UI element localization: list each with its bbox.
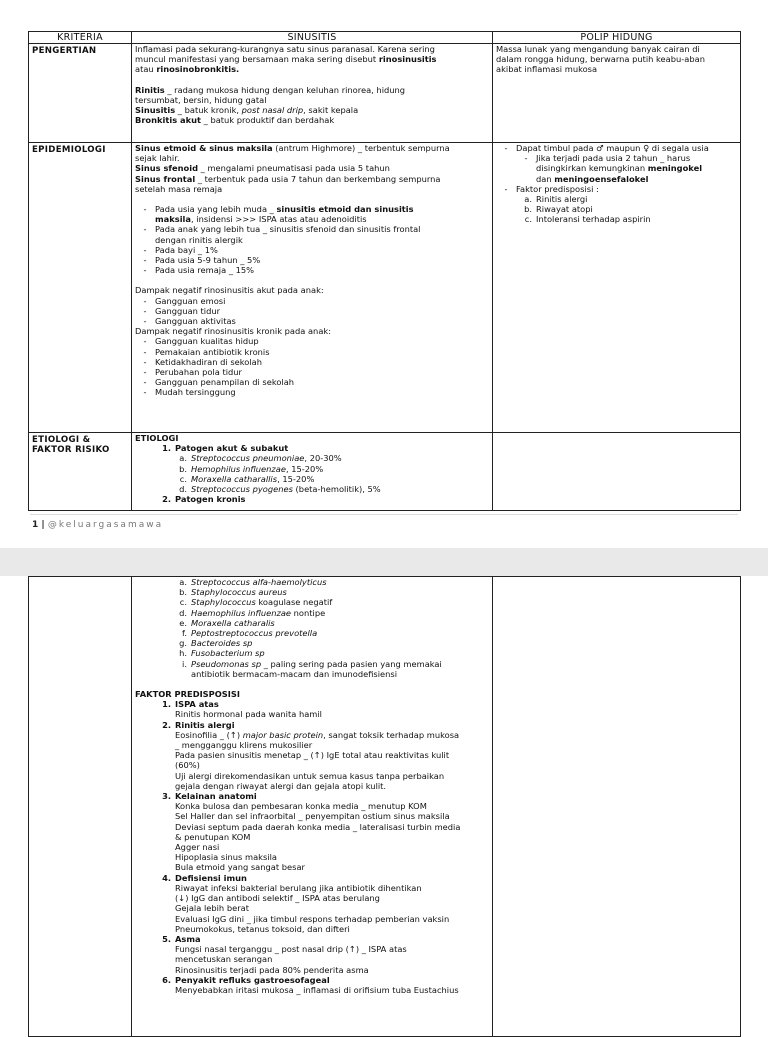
text: dan (536, 173, 555, 184)
text: Faktor predisposisi : (516, 183, 599, 194)
text: Bacteroides sp (191, 638, 253, 649)
cell-label-continued (29, 577, 132, 1037)
text: (↓) IgG dan antibodi selektif _ ISPA atas berulang (175, 893, 380, 904)
text-line (135, 64, 489, 74)
footer-divider (30, 514, 738, 515)
list-item: f. Peptostreptococcus prevotella (182, 628, 318, 639)
list-item: 2. Patogen kronis (162, 494, 246, 505)
text: Intoleransi terhadap aspirin (536, 214, 651, 225)
text-line: Dampak negatif rinosinusitis kronik pada anak: (135, 326, 332, 337)
text: Gangguan penampilan di sekolah (155, 377, 295, 388)
list-item: 5. Asma Fungsi nasal terganggu _ post nasal drip (↑) _ ISPA atas mencetuskan serangan Rinosinusitis terjadi pada 80% penderita asma (162, 933, 407, 975)
text: _ (164, 84, 175, 95)
text: Rinitis alergi (536, 194, 588, 205)
list-item: - Gangguan penampilan di sekolah (143, 377, 295, 388)
label-etiologi (29, 433, 132, 511)
list-item: d. Streptococcus pyogenes (beta-hemolitik), 5% (179, 484, 381, 495)
text: Ketidakhadiran di sekolah (155, 356, 263, 367)
header-kriteria: KRITERIA (29, 32, 132, 44)
text: Pada bayi _ 1% (155, 244, 218, 255)
row-etiologi-continued (29, 577, 741, 1037)
list-item: 4. Defisiensi imun Riwayat infeksi bakterial berulang jika antibiotik dihentikan (↓) IgG dan antibodi selektif _ ISPA atas berulang Gejala lebih berat Evaluasi IgG dini _ jika timbul respons terhadap pemberian vaksin Pneumokokus, tetanus toksoid, dan difteri (162, 872, 450, 934)
text: Sel Haller dan sel infraorbital _ penyempitan ostium sinus maksila (175, 811, 450, 822)
list-item: - Pada usia yang lebih muda _ sinusitis etmoid dan sinusitis maksila, insidensi >>> ISPA atas atau adenoiditis (143, 204, 414, 225)
text-line: FAKTOR RISIKO (32, 445, 110, 456)
list-item: - Gangguan aktivitas (143, 316, 236, 327)
list-item: 2. Rinitis alergi Eosinofilia _ (↑) major basic protein, sangat toksik terhadap mukosa _ mengganggu klirens mukosilier Pada pasien sinusitis menetap _ (↑) IgE total atau reaktivitas kulit (60%) Uji alergi direkomendasikan untuk semua kasus tanpa perbaikan gejala dengan riwayat alergi dan gejala atopi kulit. (162, 719, 460, 791)
list-item: - Pada usia remaja _ 15% (143, 265, 255, 276)
list-item: 1. ISPA atas Rinitis hormonal pada wanita hamil (162, 699, 322, 720)
text: Riwayat atopi (536, 204, 593, 215)
text-line: akibat inflamasi mukosa (496, 64, 598, 75)
text: Staphylococcus (191, 597, 256, 608)
text: (antrum Highmore) _ terbentuk sempurna (272, 143, 450, 153)
cell-pengertian-polip (493, 44, 741, 143)
label-pengertian: PENGERTIAN (29, 44, 132, 143)
text: koagulase negatif (255, 597, 333, 608)
text: Peptostreptococcus prevotella (191, 628, 318, 639)
text: Staphylococcus aureus (191, 587, 287, 598)
term: rinosinobronkitis. (156, 64, 240, 75)
text: gejala dengan riwayat alergi dan gejala atopi kulit. (175, 780, 387, 791)
text: Pada usia 5-9 tahun _ 5% (155, 255, 261, 266)
section-title: ETIOLOGI (135, 433, 179, 443)
text: (60%) (175, 760, 200, 771)
list-item: - Pemakaian antibiotik kronis (143, 346, 270, 357)
list-item: - Gangguan kualitas hidup (143, 336, 259, 347)
text: disingkirkan kemungkinan (536, 163, 648, 174)
row-pengertian (29, 44, 741, 143)
cell-pengertian-sinusitis (132, 44, 493, 143)
text: Fusobacterium sp (191, 648, 265, 659)
text: Gangguan tidur (155, 305, 221, 316)
cell-epidemiologi-sinusitis (132, 143, 493, 433)
text-line (135, 115, 489, 125)
text: Streptococcus alfa-haemolyticus (191, 577, 327, 587)
text: Streptococcus pneumoniae (191, 453, 305, 464)
row-epidemiologi (29, 143, 741, 433)
text-line (135, 143, 489, 153)
list-item: - Perubahan pola tidur (143, 367, 242, 378)
header-polip-hidung: POLIP HIDUNG (493, 32, 741, 44)
list-item: 6. Penyakit refluks gastroesofageal Menyebabkan iritasi mukosa _ inflamasi di orifisium tuba Eustachius (162, 974, 459, 995)
text: , 15-20% (285, 463, 324, 474)
text: muncul manifestasi yang bersamaan maka sering disebut (135, 54, 379, 65)
text: Bula etmoid yang sangat besar (175, 862, 305, 873)
text: Patogen kronis (175, 494, 246, 505)
text: Dapat timbul pada ♂ maupun ♀ di segala usia (516, 143, 709, 153)
cell-epidemiologi-polip (493, 143, 741, 433)
label-epidemiologi: EPIDEMIOLOGI (29, 143, 132, 433)
text: Gangguan aktivitas (155, 316, 236, 327)
term: Sinus frontal (135, 173, 196, 184)
list-item: g. Bacteroides sp (179, 638, 253, 649)
text: Gangguan kualitas hidup (155, 336, 259, 347)
term: meningokel (647, 163, 703, 174)
text: antibiotik bermacam-macam dan imunodefisiensi (191, 668, 398, 679)
text: Rinitis hormonal pada wanita hamil (175, 709, 322, 720)
text: Haemophilus influenzae (191, 607, 292, 618)
text-line: tersumbat, bersin, hidung gatal (135, 94, 267, 105)
list-item: a. Streptococcus alfa-haemolyticus (179, 577, 327, 587)
text: Patogen akut & subakut (175, 443, 289, 454)
term: Sinusitis (135, 105, 176, 116)
text-line: sejak lahir. (135, 153, 180, 164)
text: Uji alergi direkomendasikan untuk semua kasus tanpa perbaikan (175, 770, 445, 781)
text: Fungsi nasal terganggu _ post nasal drip (↑) _ ISPA atas (175, 944, 407, 955)
text: nontipe (291, 607, 326, 618)
term: meningoensefalokel (554, 173, 649, 184)
text: Hemophilus influenzae (191, 463, 286, 474)
text: _ batuk kronik, (175, 105, 242, 116)
text: Pada pasien sinusitis menetap _ (↑) IgE total atau reaktivitas kulit (175, 750, 450, 761)
text: (beta-hemolitik), 5% (292, 484, 381, 495)
list-item: c. Moraxella catharallis, 15-20% (179, 473, 315, 484)
cell-etiologi-continued (132, 577, 493, 1037)
text: Rinosinusitis terjadi pada 80% penderita asma (175, 964, 369, 975)
text: Pneumokokus, tetanus toksoid, dan difteri (175, 923, 350, 934)
text: major basic protein (242, 729, 324, 740)
text: Evaluasi IgG dini _ jika timbul respons terhadap pemberian vaksin (175, 913, 450, 924)
text-line: setelah masa remaja (135, 183, 223, 194)
text: , sakit kepala (303, 105, 359, 116)
list-item: b. Riwayat atopi (524, 204, 593, 215)
comparison-table-page-2 (28, 576, 741, 1037)
list-item: a. Rinitis alergi (524, 194, 588, 205)
cell-polip-continued (493, 577, 741, 1037)
list-item: i. Pseudomonas sp _ paling sering pada pasien yang memakai antibiotik bermacam-macam dan imunodefisiensi (182, 658, 442, 679)
row-etiologi (29, 433, 741, 511)
term: sinusitis etmoid dan sinusitis (276, 204, 414, 215)
term: Penyakit refluks gastroesofageal (175, 974, 330, 985)
list-item: - Faktor predisposisi : (504, 183, 599, 194)
term: Bronkitis akut (135, 115, 202, 126)
list-item: - Pada anak yang lebih tua _ sinusitis sfenoid dan sinusitis frontal dengan rinitis alergik (143, 224, 421, 245)
text: Konka bulosa dan pembesaran konka media _ menutup KOM (175, 801, 427, 812)
list-item: d. Haemophilus influenzae nontipe (179, 607, 326, 618)
text: Pemakaian antibiotik kronis (155, 346, 270, 357)
list-item: - Jika terjadi pada usia 2 tahun _ harus disingkirkan kemungkinan meningokel dan meningoensefalokel (524, 153, 703, 184)
list-item: - Pada bayi _ 1% (143, 244, 218, 255)
list-item: a. Streptococcus pneumoniae, 20-30% (179, 453, 342, 464)
list-item: 3. Kelainan anatomi Konka bulosa dan pembesaran konka media _ menutup KOM Sel Haller dan sel infraorbital _ penyempitan ostium sinus maksila Deviasi septum pada daerah konka media _ lateralisasi turbin media & penutupan KOM Agger nasi Hipoplasia sinus maksila Bula etmoid yang sangat besar (162, 791, 461, 873)
list-item: - Ketidakhadiran di sekolah (143, 356, 263, 367)
text: Pseudomonas sp (191, 658, 262, 669)
text-line: dalam rongga hidung, berwarna putih keabu-aban (496, 54, 705, 65)
text-line: Dampak negatif rinosinusitis akut pada anak: (135, 285, 324, 296)
list-item: c. Intoleransi terhadap aspirin (524, 214, 651, 225)
text: Pada usia remaja _ 15% (155, 265, 255, 276)
text-line (135, 105, 489, 115)
text: , insidensi >>> ISPA atas atau adenoiditis (191, 214, 367, 225)
term: maksila (155, 214, 191, 225)
cell-etiologi-polip (493, 433, 741, 511)
list-item: e. Moraxella catharalis (179, 617, 275, 628)
text: Pada anak yang lebih tua _ sinusitis sfenoid dan sinusitis frontal (155, 224, 421, 235)
list-item: c. Staphylococcus koagulase negatif (179, 597, 333, 608)
list-item: 1. Patogen akut & subakut (162, 443, 289, 454)
text: , 15-20% (277, 473, 315, 484)
text: post nasal drip (241, 105, 304, 116)
list-item: - Gangguan tidur (143, 305, 221, 316)
text: Jika terjadi pada usia 2 tahun _ harus (536, 153, 691, 164)
list-item: - Gangguan emosi (143, 295, 226, 306)
text: _ terbentuk pada usia 7 tahun dan berkembang sempurna (195, 173, 441, 184)
header-sinusitis: SINUSITIS (132, 32, 493, 44)
text: _ mengganggu klirens mukosilier (175, 740, 313, 751)
text-line: ETIOLOGI & (32, 435, 91, 445)
text: , 20-30% (304, 453, 342, 464)
page-footer (32, 520, 163, 530)
text: , sangat toksik terhadap mukosa (323, 729, 460, 740)
footer-separator: | (38, 520, 48, 530)
term: Defisiensi imun (175, 872, 247, 883)
comparison-table-page-1 (28, 31, 741, 511)
term: Kelainan anatomi (175, 791, 257, 802)
term: ISPA atas (175, 699, 219, 710)
text-line (135, 54, 489, 64)
text: Agger nasi (175, 842, 220, 853)
text: Pada usia yang lebih muda _ (155, 204, 277, 215)
page-number: 1 (32, 520, 39, 530)
term: Sinus sfenoid (135, 163, 199, 174)
text: _ batuk produktif dan berdahak (201, 115, 335, 126)
text: _ paling sering pada pasien yang memakai (261, 658, 442, 669)
text: _ mengalami pneumatisasi pada usia 5 tahun (198, 163, 390, 174)
text: mencetuskan serangan (175, 954, 273, 965)
text: Deviasi septum pada daerah konka media _ lateralisasi turbin media (175, 821, 461, 832)
term: Sinus etmoid & sinus maksila (135, 143, 273, 153)
list-item: b. Hemophilus influenzae, 15-20% (179, 463, 324, 474)
text: Moraxella catharalis (191, 617, 275, 628)
list-item: b. Staphylococcus aureus (179, 587, 287, 598)
footer-handle: @keluargasamawa (47, 520, 164, 530)
text: Gangguan emosi (155, 295, 226, 306)
text-line (135, 174, 489, 184)
term: Rinitis alergi (175, 719, 235, 730)
list-item: h. Fusobacterium sp (179, 648, 265, 659)
text: Riwayat infeksi bakterial berulang jika antibiotik dihentikan (175, 882, 422, 893)
text-line (135, 163, 489, 173)
table-header-row (29, 32, 741, 44)
text: Hipoplasia sinus maksila (175, 852, 277, 863)
text-line (135, 85, 489, 95)
cell-etiologi-sinusitis (132, 433, 493, 511)
text: atau (135, 64, 157, 75)
text: radang mukosa hidung dengan keluhan rinorea, hidung (174, 84, 406, 95)
text: dengan rinitis alergik (155, 234, 243, 245)
section-title: FAKTOR PREDISPOSISI (135, 689, 240, 700)
list-item: - Dapat timbul pada ♂ maupun ♀ di segala usia (504, 143, 709, 153)
text: & penutupan KOM (175, 831, 251, 842)
text: Streptococcus pyogenes (191, 484, 293, 495)
text-line: Inflamasi pada sekurang-kurangnya satu sinus paranasal. Karena sering (135, 44, 435, 54)
text: Mudah tersinggung (155, 387, 236, 398)
text: Perubahan pola tidur (155, 367, 242, 378)
term: Asma (175, 933, 201, 944)
page-gap (0, 548, 768, 576)
text: Moraxella catharallis (191, 473, 278, 484)
text: Eosinofilia _ (↑) (175, 729, 243, 740)
term: rinosinusitis (378, 54, 437, 65)
text: Menyebabkan iritasi mukosa _ inflamasi di orifisium tuba Eustachius (175, 984, 459, 995)
text: Gejala lebih berat (175, 903, 249, 914)
list-item: - Pada usia 5-9 tahun _ 5% (143, 255, 261, 266)
list-item: - Mudah tersinggung (143, 387, 236, 398)
term: Rinitis (135, 84, 165, 95)
text-line: Massa lunak yang mengandung banyak cairan di (496, 44, 700, 54)
